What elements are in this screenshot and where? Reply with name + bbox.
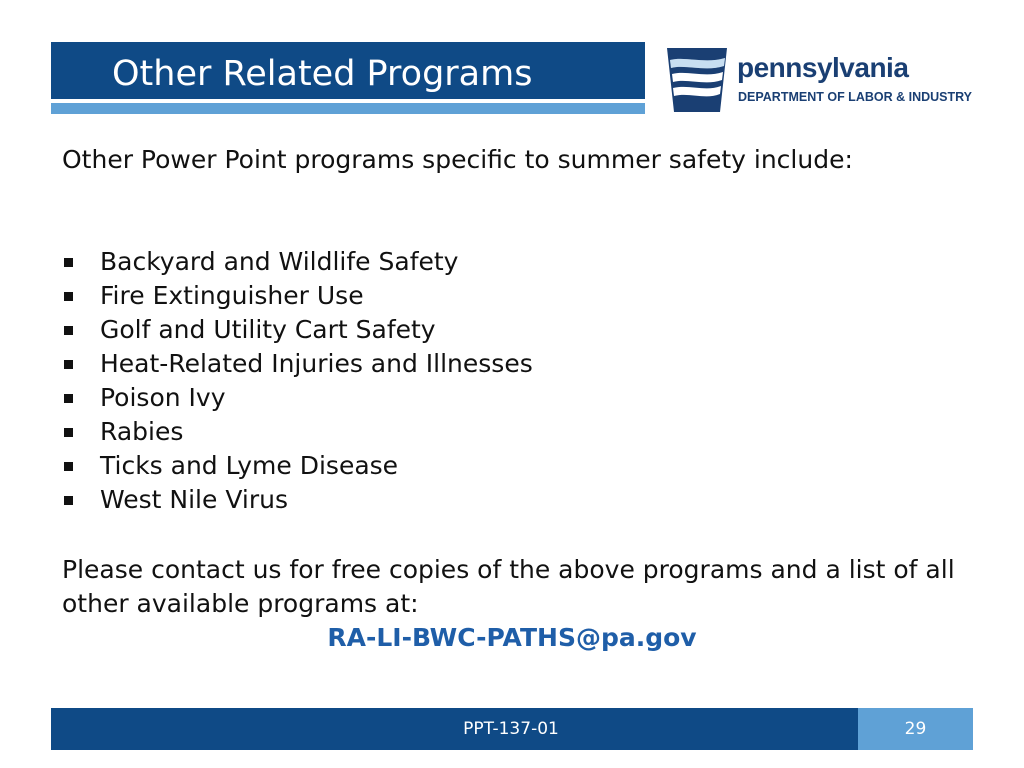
page-number: 29 [904, 719, 927, 739]
program-label: Backyard and Wildlife Safety [100, 247, 459, 276]
logo-name: pennsylvania [737, 52, 909, 83]
program-label: Rabies [100, 417, 184, 446]
bullet-icon [64, 394, 73, 403]
list-item [62, 381, 922, 415]
list-item [62, 415, 922, 449]
program-label: Golf and Utility Cart Safety [100, 315, 436, 344]
program-label: Ticks and Lyme Disease [100, 451, 399, 480]
email-container [0, 621, 1024, 655]
footer-bar [51, 708, 858, 750]
program-label: Heat-Related Injuries and Illnesses [100, 349, 533, 378]
contact-text: Please contact us for free copies of the above programs and a list of all other available programs at: [62, 555, 955, 618]
list-item [62, 245, 922, 279]
bullet-icon [64, 462, 73, 471]
list-item [62, 449, 922, 483]
slide-title: Other Related Programs [112, 54, 533, 94]
bullet-icon [64, 360, 73, 369]
pa-logo [665, 44, 985, 114]
list-item [62, 347, 922, 381]
bullet-icon [64, 496, 73, 505]
bullet-icon [64, 292, 73, 301]
program-label: West Nile Virus [100, 485, 288, 514]
page-number-box [858, 708, 973, 750]
contact-email-link[interactable]: RA-LI-BWC-PATHS@pa.gov [327, 623, 697, 652]
bullet-icon [64, 326, 73, 335]
intro-text: Other Power Point programs specific to summer safety include: [62, 145, 853, 174]
title-underline [51, 103, 645, 114]
list-item [62, 279, 922, 313]
list-item [62, 313, 922, 347]
list-item [62, 483, 922, 517]
logo-department: DEPARTMENT OF LABOR & INDUSTRY [738, 90, 973, 104]
bullet-icon [64, 428, 73, 437]
program-label: Poison Ivy [100, 383, 226, 412]
keystone-icon [665, 44, 729, 114]
footer-code: PPT-137-01 [463, 719, 559, 739]
program-list [62, 245, 922, 517]
bullet-icon [64, 258, 73, 267]
program-label: Fire Extinguisher Use [100, 281, 364, 310]
